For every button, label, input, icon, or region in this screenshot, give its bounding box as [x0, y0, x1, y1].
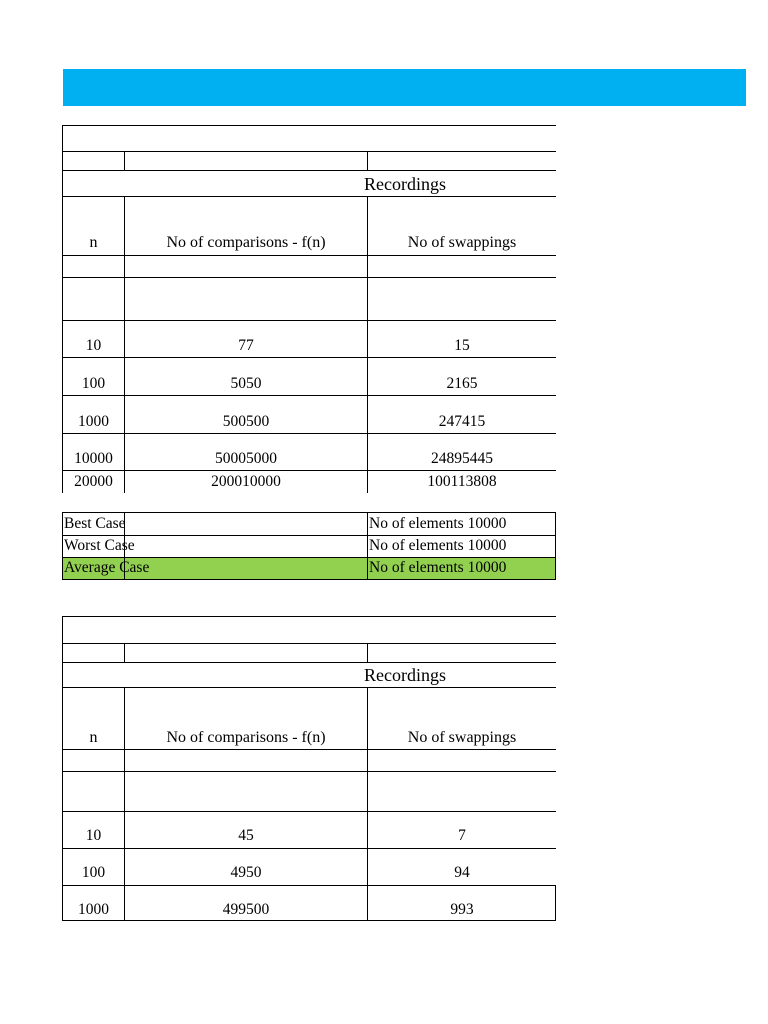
grid-line [62, 470, 556, 471]
comparisons-value: 499500 [222, 901, 270, 919]
grid-line [62, 433, 556, 434]
comparisons-value: 500500 [222, 413, 270, 431]
grid-line [367, 687, 368, 921]
swaps-value: 100113808 [427, 473, 497, 491]
case-label: Best Case [64, 515, 126, 533]
grid-line [62, 920, 556, 921]
n-value: 1000 [78, 413, 109, 431]
grid-line [62, 512, 556, 513]
grid-line [124, 151, 125, 171]
case-label: Worst Case [64, 537, 135, 555]
grid-line [62, 170, 556, 171]
grid-line [62, 395, 556, 396]
grid-line [367, 151, 368, 171]
swaps-value: 993 [450, 901, 474, 919]
grid-line [62, 848, 556, 849]
grid-line [62, 125, 556, 126]
grid-line [367, 643, 368, 663]
recordings-label: Recordings [364, 665, 446, 685]
n-value: 10 [85, 337, 102, 355]
comparisons-value: 50005000 [215, 450, 277, 468]
n-value: 100 [81, 375, 106, 393]
header-banner [63, 69, 746, 106]
grid-line [62, 196, 556, 197]
swaps-value: 2165 [446, 375, 478, 393]
grid-line [62, 125, 63, 493]
grid-line [62, 255, 556, 256]
grid-line [62, 771, 556, 772]
comparisons-value: 4950 [230, 864, 262, 882]
grid-line [124, 687, 125, 921]
grid-line [62, 616, 556, 617]
grid-line [555, 512, 556, 580]
n-value: 10 [85, 827, 102, 845]
grid-line [62, 320, 556, 321]
grid-line [62, 357, 556, 358]
n-value: 10000 [74, 450, 113, 468]
grid-line [62, 579, 556, 580]
comparisons-value: 5050 [230, 375, 262, 393]
case-elements: No of elements 10000 [369, 537, 507, 555]
recordings-label: Recordings [364, 174, 446, 194]
comparisons-value: 45 [238, 827, 254, 845]
case-elements: No of elements 10000 [369, 515, 507, 533]
grid-line [62, 811, 556, 812]
n-value: 1000 [78, 901, 109, 919]
header-swappings: No of swappings [407, 729, 517, 746]
case-elements: No of elements 10000 [369, 559, 507, 577]
grid-line [124, 643, 125, 663]
grid-line [62, 687, 556, 688]
comparisons-value: 200010000 [211, 473, 281, 491]
case-label: Average Case [64, 559, 150, 577]
grid-line [62, 277, 556, 278]
header-comparisons: No of comparisons - f(n) [166, 729, 326, 746]
swaps-value: 15 [454, 337, 470, 355]
swaps-value: 94 [454, 864, 470, 882]
grid-line [62, 885, 556, 886]
grid-line [62, 749, 556, 750]
header-comparisons: No of comparisons - f(n) [166, 234, 326, 251]
grid-line [62, 151, 556, 152]
n-value: 20000 [74, 473, 113, 491]
swaps-value: 247415 [438, 413, 486, 431]
swaps-value: 7 [458, 827, 466, 845]
swaps-value: 24895445 [431, 450, 493, 468]
n-value: 100 [81, 864, 106, 882]
grid-line [62, 643, 556, 644]
header-n: n [89, 234, 98, 251]
comparisons-value: 77 [238, 337, 254, 355]
header-swappings: No of swappings [407, 234, 517, 251]
header-n: n [89, 729, 98, 746]
